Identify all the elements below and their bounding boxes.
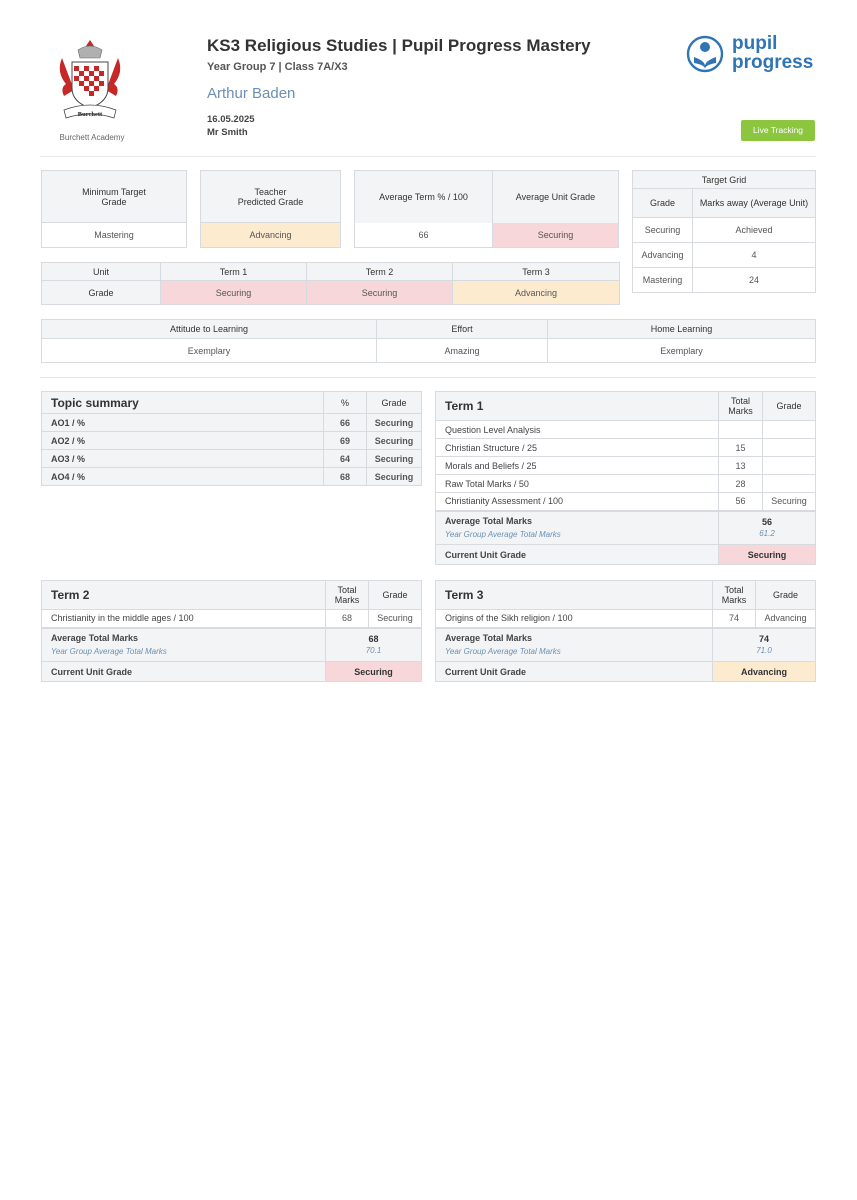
target-grid-marks: 24 xyxy=(693,268,816,293)
target-grid-grade: Mastering xyxy=(633,268,693,293)
term1-grade: Securing xyxy=(161,281,307,305)
attitude-header: Attitude to Learning xyxy=(42,320,377,339)
year-group-avg-label: Year Group Average Total Marks xyxy=(445,646,561,656)
teacher-predicted-box xyxy=(200,170,341,248)
term1-row-grade xyxy=(763,421,816,439)
term1-header: Term 1 xyxy=(161,263,307,281)
current-unit-grade-label: Current Unit Grade xyxy=(42,662,326,682)
page-title: KS3 Religious Studies | Pupil Progress Mastery xyxy=(207,36,591,55)
teacher-predicted-value: Advancing xyxy=(201,223,340,247)
term1-title: Term 1 xyxy=(436,392,719,421)
term1-current-grade: Securing xyxy=(719,545,816,565)
term2-table xyxy=(41,580,422,682)
term1-row-marks: 13 xyxy=(719,457,763,475)
term2-avg: 68 xyxy=(368,633,379,644)
target-grid-grade: Securing xyxy=(633,218,693,243)
term3-avg: 74 xyxy=(758,633,769,644)
term2-title: Term 2 xyxy=(42,581,326,610)
teacher-name: Mr Smith xyxy=(207,127,248,138)
term3-header: Term 3 xyxy=(453,263,620,281)
topic-label: AO3 / % xyxy=(42,450,324,468)
topic-label: AO4 / % xyxy=(42,468,324,486)
term1-avg: 56 xyxy=(761,516,772,527)
target-grid-col-grade: Grade xyxy=(633,189,693,218)
current-unit-grade-label: Current Unit Grade xyxy=(436,662,713,682)
term2-header: Term 2 xyxy=(307,263,453,281)
attitude-value: Exemplary xyxy=(42,339,377,363)
target-grid-col-marks: Marks away (Average Unit) xyxy=(693,189,816,218)
topic-pct: 68 xyxy=(324,468,367,486)
term1-row-marks: 56 xyxy=(719,493,763,511)
avg-term-label: Average Term % / 100 xyxy=(355,171,493,223)
topic-label: AO1 / % xyxy=(42,414,324,432)
teacher-predicted-label-2: Predicted Grade xyxy=(237,196,304,207)
term3-row-marks: 74 xyxy=(713,610,756,628)
year-group-avg-label: Year Group Average Total Marks xyxy=(445,529,561,539)
avg-unit-label: Average Unit Grade xyxy=(493,171,618,223)
term3-grade: Advancing xyxy=(453,281,620,305)
unit-header: Unit xyxy=(42,263,161,281)
grade-header: Grade xyxy=(369,581,422,610)
term1-row-marks xyxy=(719,421,763,439)
term3-current-grade: Advancing xyxy=(713,662,816,682)
unit-grades-table xyxy=(41,262,620,305)
term1-row-grade: Securing xyxy=(763,493,816,511)
term1-row-grade xyxy=(763,439,816,457)
topic-pct: 64 xyxy=(324,450,367,468)
total-marks-header-2: Marks xyxy=(334,595,360,605)
target-grid-table xyxy=(632,170,816,293)
effort-value: Amazing xyxy=(377,339,548,363)
effort-header: Effort xyxy=(377,320,548,339)
grade-header: Grade xyxy=(367,392,422,414)
home-learning-value: Exemplary xyxy=(548,339,816,363)
term3-row-grade: Advancing xyxy=(756,610,816,628)
attitude-table xyxy=(41,319,816,363)
term1-row-label: Question Level Analysis xyxy=(436,421,719,439)
crest-caption: Burchett xyxy=(77,111,103,118)
term1-row-marks: 15 xyxy=(719,439,763,457)
grade-row-label: Grade xyxy=(42,281,161,305)
topic-summary-title: Topic summary xyxy=(42,392,324,414)
total-marks-header-2: Marks xyxy=(721,595,747,605)
divider xyxy=(40,377,816,378)
current-unit-grade-label: Current Unit Grade xyxy=(436,545,719,565)
pct-header: % xyxy=(324,392,367,414)
term3-table xyxy=(435,580,816,682)
target-grid-marks: 4 xyxy=(693,243,816,268)
minimum-target-value: Mastering xyxy=(94,230,134,240)
topic-pct: 66 xyxy=(324,414,367,432)
term1-row-label: Christianity Assessment / 100 xyxy=(436,493,719,511)
term1-row-label: Morals and Beliefs / 25 xyxy=(436,457,719,475)
grade-header: Grade xyxy=(756,581,816,610)
term1-table xyxy=(435,391,816,565)
target-grid-marks: Achieved xyxy=(693,218,816,243)
pupil-progress-logo xyxy=(686,34,818,76)
term2-row-label: Christianity in the middle ages / 100 xyxy=(42,610,326,628)
report-date: 16.05.2025 xyxy=(207,114,255,125)
avg-total-label: Average Total Marks xyxy=(51,632,139,643)
minimum-target-label: Minimum Target Grade xyxy=(42,171,186,223)
term2-year-avg: 70.1 xyxy=(365,645,382,655)
topic-grade: Securing xyxy=(367,414,422,432)
avg-total-label: Average Total Marks xyxy=(445,515,533,526)
total-marks-header-2: Marks xyxy=(728,406,753,416)
school-crest-logo xyxy=(52,36,128,126)
term3-year-avg: 71.0 xyxy=(756,645,772,655)
home-learning-header: Home Learning xyxy=(548,320,816,339)
target-grid-grade: Advancing xyxy=(633,243,693,268)
avg-total-label: Average Total Marks xyxy=(445,632,533,643)
live-tracking-button[interactable]: Live Tracking xyxy=(741,120,815,141)
avg-unit-value: Securing xyxy=(493,223,618,247)
topic-grade: Securing xyxy=(367,468,422,486)
average-box xyxy=(354,170,619,248)
minimum-target-box xyxy=(41,170,187,248)
school-name: Burchett Academy xyxy=(59,133,125,142)
total-marks-header-1: Total xyxy=(724,585,744,595)
term1-row-label: Christian Structure / 25 xyxy=(436,439,719,457)
class-subtitle: Year Group 7 | Class 7A/X3 xyxy=(207,61,348,73)
topic-grade: Securing xyxy=(367,432,422,450)
teacher-predicted-label-1: Teacher xyxy=(254,186,287,197)
term2-row-marks: 68 xyxy=(326,610,369,628)
topic-grade: Securing xyxy=(367,450,422,468)
target-grid-title: Target Grid xyxy=(633,171,816,189)
grade-header: Grade xyxy=(763,392,816,421)
topic-label: AO2 / % xyxy=(42,432,324,450)
term3-title: Term 3 xyxy=(436,581,713,610)
brand-line-2: progress xyxy=(732,52,814,73)
person-book-icon xyxy=(686,34,726,74)
topic-summary-table xyxy=(41,391,422,486)
brand-line-1: pupil xyxy=(732,33,778,54)
term3-row-label: Origins of the Sikh religion / 100 xyxy=(436,610,713,628)
student-name: Arthur Baden xyxy=(207,85,296,102)
term1-row-label: Raw Total Marks / 50 xyxy=(436,475,719,493)
term2-current-grade: Securing xyxy=(326,662,422,682)
term1-row-grade xyxy=(763,457,816,475)
topic-pct: 69 xyxy=(324,432,367,450)
divider xyxy=(40,156,816,157)
total-marks-header-1: Total xyxy=(337,585,357,595)
term2-grade: Securing xyxy=(307,281,453,305)
term2-row-grade: Securing xyxy=(369,610,422,628)
avg-term-value: 66 xyxy=(355,223,493,247)
total-marks-header-1: Total xyxy=(730,396,750,406)
term1-row-marks: 28 xyxy=(719,475,763,493)
term1-row-grade xyxy=(763,475,816,493)
year-group-avg-label: Year Group Average Total Marks xyxy=(51,646,167,656)
term1-year-avg: 61.2 xyxy=(759,528,775,538)
